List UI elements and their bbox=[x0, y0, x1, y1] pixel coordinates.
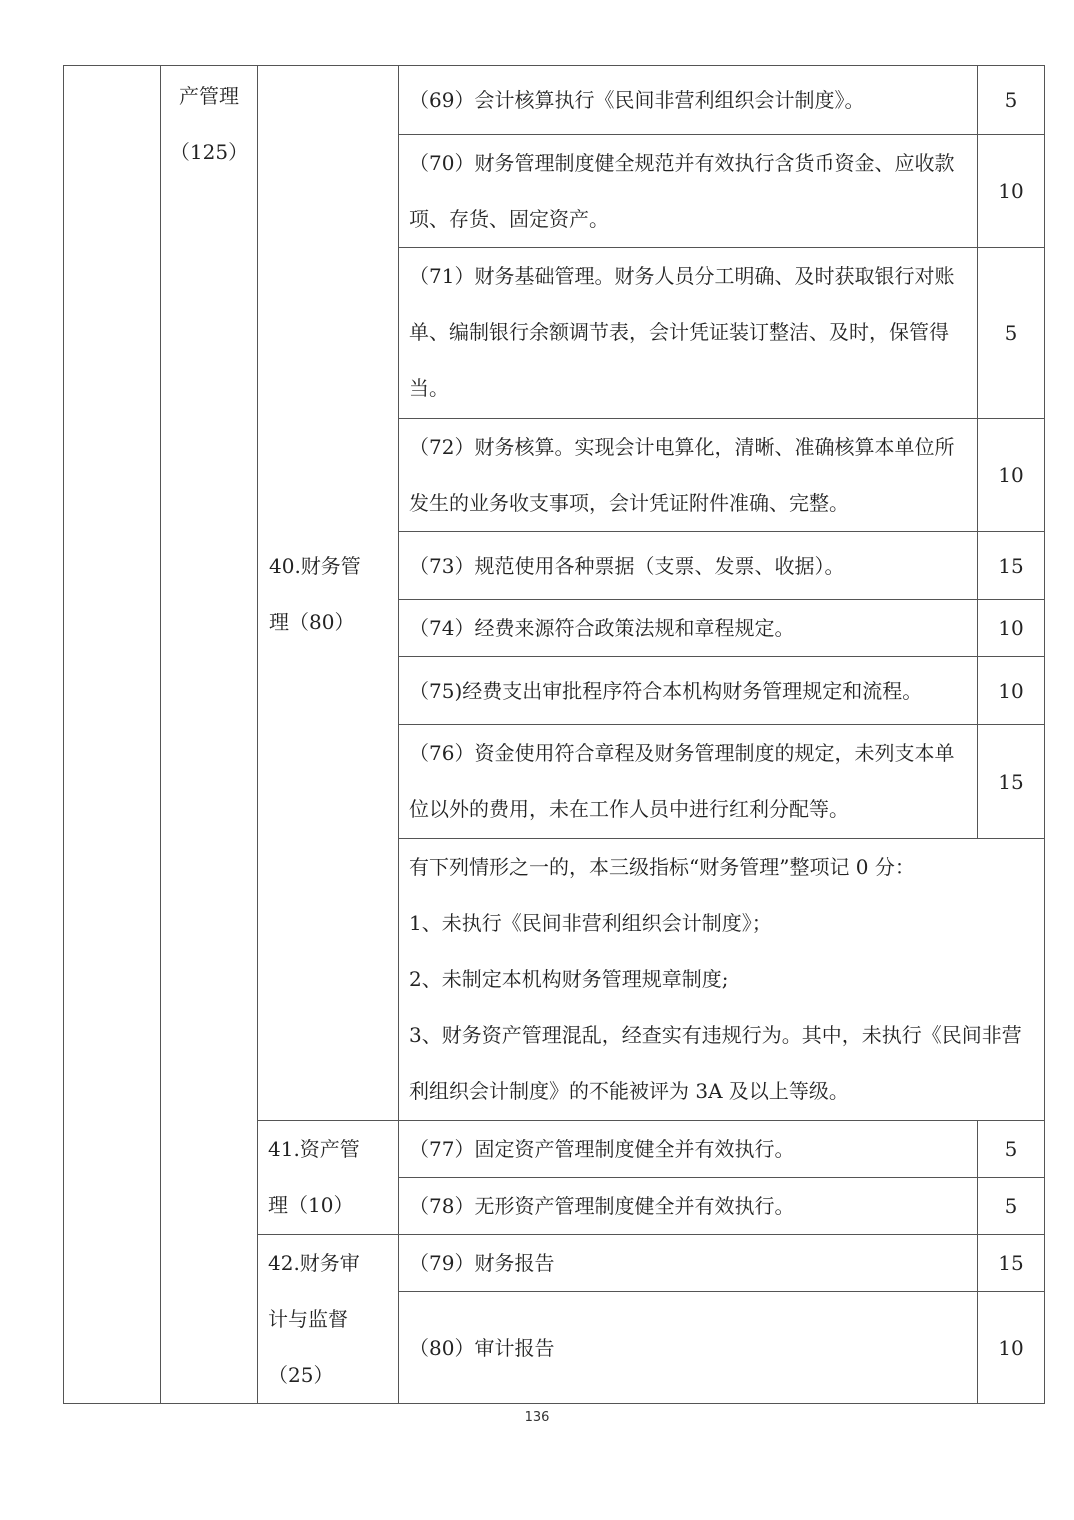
item-score: 5 bbox=[978, 248, 1045, 419]
group42-line2: 计与监督 bbox=[268, 1307, 348, 1331]
item-score: 10 bbox=[978, 1292, 1045, 1404]
group40-line1: 40.财务管 bbox=[269, 554, 361, 578]
group42-label bbox=[258, 1235, 399, 1404]
item-text: （73）规范使用各种票据（支票、发票、收据）。 bbox=[399, 532, 978, 600]
item-text: （77）固定资产管理制度健全并有效执行。 bbox=[399, 1121, 978, 1178]
group41-label bbox=[258, 1121, 399, 1235]
item-text: （72）财务核算。实现会计电算化，清晰、准确核算本单位所发生的业务收支事项，会计凭证附件准确、完整。 bbox=[399, 419, 978, 532]
item-text: （79）财务报告 bbox=[399, 1235, 978, 1292]
group40-label bbox=[269, 538, 389, 650]
note-line: 2、未制定本机构财务管理规章制度; bbox=[409, 967, 729, 991]
item-text: （78）无形资产管理制度健全并有效执行。 bbox=[399, 1178, 978, 1235]
level2-line1: 产管理 bbox=[179, 84, 239, 108]
note-line: 有下列情形之一的，本三级指标“财务管理”整项记 0 分： bbox=[409, 855, 915, 879]
item-score: 5 bbox=[978, 66, 1045, 135]
group42-line3: （25） bbox=[268, 1363, 334, 1387]
zero-score-note bbox=[399, 839, 1045, 1121]
item-score: 5 bbox=[978, 1121, 1045, 1178]
page-number: 136 bbox=[524, 1410, 550, 1425]
note-line: 1、未执行《民间非营利组织会计制度》； bbox=[409, 911, 772, 935]
item-text: （74）经费来源符合政策法规和章程规定。 bbox=[399, 600, 978, 657]
group40-empty-top bbox=[258, 66, 399, 839]
item-text: （76）资金使用符合章程及财务管理制度的规定，未列支本单位以外的费用，未在工作人员中进行红利分配等。 bbox=[399, 725, 978, 839]
level2-line2: （125） bbox=[169, 140, 249, 164]
table-row bbox=[64, 66, 1045, 135]
group40-line2: 理（80） bbox=[269, 610, 355, 634]
evaluation-table bbox=[63, 65, 1045, 1404]
group40-empty-bottom bbox=[258, 839, 399, 1121]
item-text: （71）财务基础管理。财务人员分工明确、及时获取银行对账单、编制银行余额调节表，会计凭证装订整洁、及时，保管得当。 bbox=[399, 248, 978, 419]
item-score: 15 bbox=[978, 1235, 1045, 1292]
group41-line2: 理（10） bbox=[268, 1193, 354, 1217]
item-score: 10 bbox=[978, 135, 1045, 248]
item-score: 15 bbox=[978, 725, 1045, 839]
item-score: 10 bbox=[978, 419, 1045, 532]
level1-cell bbox=[64, 66, 161, 1404]
item-text: （69）会计核算执行《民间非营利组织会计制度》。 bbox=[399, 66, 978, 135]
item-score: 10 bbox=[978, 657, 1045, 725]
item-score: 10 bbox=[978, 600, 1045, 657]
item-score: 15 bbox=[978, 532, 1045, 600]
level2-cell bbox=[161, 66, 258, 1404]
item-text: （75)经费支出审批程序符合本机构财务管理规定和流程。 bbox=[399, 657, 978, 725]
group41-line1: 41.资产管 bbox=[268, 1137, 360, 1161]
item-score: 5 bbox=[978, 1178, 1045, 1235]
item-text: （70）财务管理制度健全规范并有效执行含货币资金、应收款项、存货、固定资产。 bbox=[399, 135, 978, 248]
note-line: 3、财务资产管理混乱，经查实有违规行为。其中，未执行《民间非营利组织会计制度》的不能被评为 3A 及以上等级。 bbox=[409, 1023, 1022, 1103]
group42-line1: 42.财务审 bbox=[268, 1251, 360, 1275]
item-text: （80）审计报告 bbox=[399, 1292, 978, 1404]
